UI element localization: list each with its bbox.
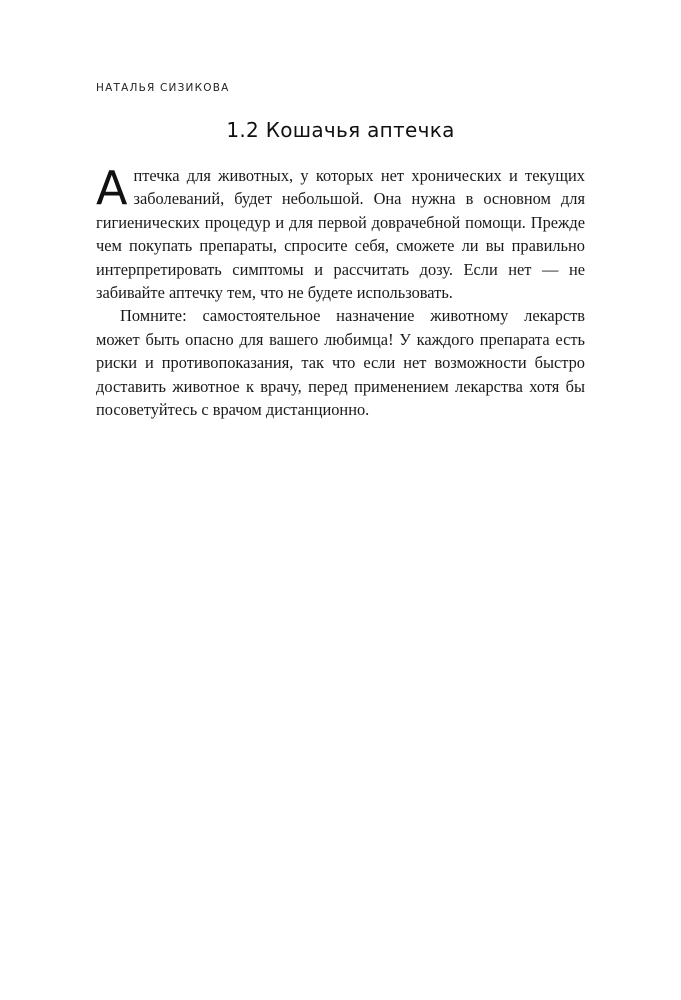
drop-cap: А — [96, 161, 128, 215]
running-header-author: НАТАЛЬЯ СИЗИКОВА — [96, 82, 230, 94]
paragraph-1-text: птечка для животных, у которых нет хронических и текущих заболеваний, будет небольшой. Она нужна в основном для гигиенических процедур и для первой доврачебной помощи. Прежде чем покупать препараты, спросите себя, сможете ли вы правильно интерпретировать симптомы и рассчитать дозу. Если нет — не забивайте аптечку тем, что не будете использовать. — [96, 166, 585, 303]
paragraph-2: Помните: самостоятельное назначение животному лекарств может быть опасно для вашего любимца! У каждого препарата есть риски и противопоказания, так что если нет возможности быстро доставить животное к врачу, перед применением лекарства хотя бы посоветуйтесь с врачом дистанционно. — [96, 306, 585, 420]
paragraph-1 — [96, 161, 585, 304]
body-text — [96, 161, 585, 421]
section-title: 1.2 Кошачья аптечка — [226, 118, 455, 142]
